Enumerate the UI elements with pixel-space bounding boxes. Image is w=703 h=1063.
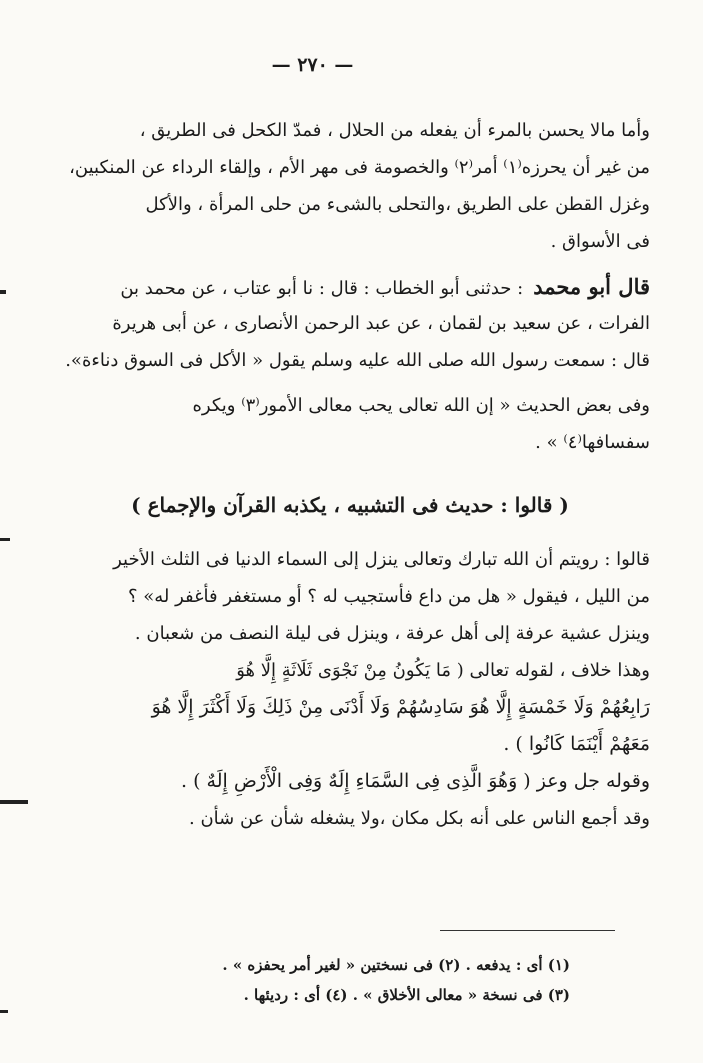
footnote-line: (١) أى : يدفعه . (٢) فى نسختين « لغير أمر يحفزه » . <box>222 956 570 974</box>
text-line: وفى بعض الحديث « إن الله تعالى يحب معالى الأمور⁽٣⁾ ويكره <box>192 395 650 416</box>
text-line <box>50 268 650 305</box>
footnotes <box>150 950 570 1010</box>
text-line: وأما مالا يحسن بالمرء أن يفعله من الحلال ، فمدّ الكحل فى الطريق ، <box>139 120 650 141</box>
page-number: — ٢٧٠ — <box>271 54 354 76</box>
text-line: سفسافها⁽٤⁾ » . <box>535 432 650 453</box>
section-title: ( قالوا : حديث فى التشبيه ، يكذبه القرآن والإجماع ) <box>131 493 569 517</box>
text-line: فى الأسواق . <box>550 231 650 252</box>
text-line: وغزل القطن على الطريق ،والتحلى بالشىء من حلى المرأة ، والأكل <box>145 194 650 215</box>
footnote-divider <box>440 930 615 931</box>
text-line: وهذا خلاف ، لقوله تعالى ( مَا يَكُونُ مِنْ نَجْوَى ثَلَاثَةٍ إِلَّا هُوَ <box>236 660 650 681</box>
quran-verse-line: رَابِعُهُمْ وَلَا خَمْسَةٍ إِلَّا هُوَ سَادِسُهُمْ وَلَا أَدْنَى مِنْ ذَلِكَ وَلَا أَكْثَرَ إِلَّا هُوَ <box>151 696 650 718</box>
text-line: الفرات ، عن سعيد بن لقمان ، عن عبد الرحمن الأنصارى ، عن أبى هريرة <box>112 313 650 334</box>
text-segment: : حدثنى أبو الخطاب : قال : نا أبو عتاب ، عن محمد بن <box>120 278 524 299</box>
quran-verse-line: مَعَهُمْ أَيْنَمَا كَانُوا ) . <box>503 733 650 755</box>
paragraph-hadith-chain <box>50 268 650 379</box>
section-paragraph-verse <box>50 652 650 763</box>
text-line: قال : سمعت رسول الله صلى الله عليه وسلم يقول « الأكل فى السوق دناءة». <box>65 350 650 371</box>
main-text <box>50 112 650 837</box>
speaker-heading: قال أبو محمد <box>533 274 650 299</box>
text-line: من الليل ، فيقول « هل من داع فأستجيب له ؟ أو مستغفر فأغفر له» ؟ <box>127 586 650 607</box>
text-line: وينزل عشية عرفة إلى أهل عرفة ، وينزل فى ليلة النصف من شعبان . <box>134 623 650 644</box>
section-paragraph-descent <box>50 541 650 615</box>
margin-scan-mark <box>0 290 6 294</box>
margin-scan-mark <box>0 1010 8 1013</box>
paragraph-etiquette <box>50 112 650 260</box>
paragraph-hadith-quote <box>50 387 650 461</box>
margin-scan-mark <box>0 800 28 804</box>
margin-scan-mark <box>0 538 10 541</box>
text-line: قالوا : رويتم أن الله تبارك وتعالى ينزل إلى السماء الدنيا فى الثلث الأخير <box>113 549 650 570</box>
text-line: وقوله جل وعز ( وَهُوَ الَّذِى فِى السَّمَاءِ إِلَهٌ وَفِى الْأَرْضِ إِلَهٌ ) . <box>181 770 650 792</box>
text-line: من غير أن يحرزه⁽١⁾ أمر⁽٢⁾ والخصومة فى مهر الأم ، وإلقاء الرداء عن المنكبين، <box>69 157 650 178</box>
text-line: وقد أجمع الناس على أنه بكل مكان ،ولا يشغله شأن عن شأن . <box>189 808 650 829</box>
footnote-line: (٣) فى نسخة « معالى الأخلاق » . (٤) أى : رديئها . <box>243 986 570 1004</box>
